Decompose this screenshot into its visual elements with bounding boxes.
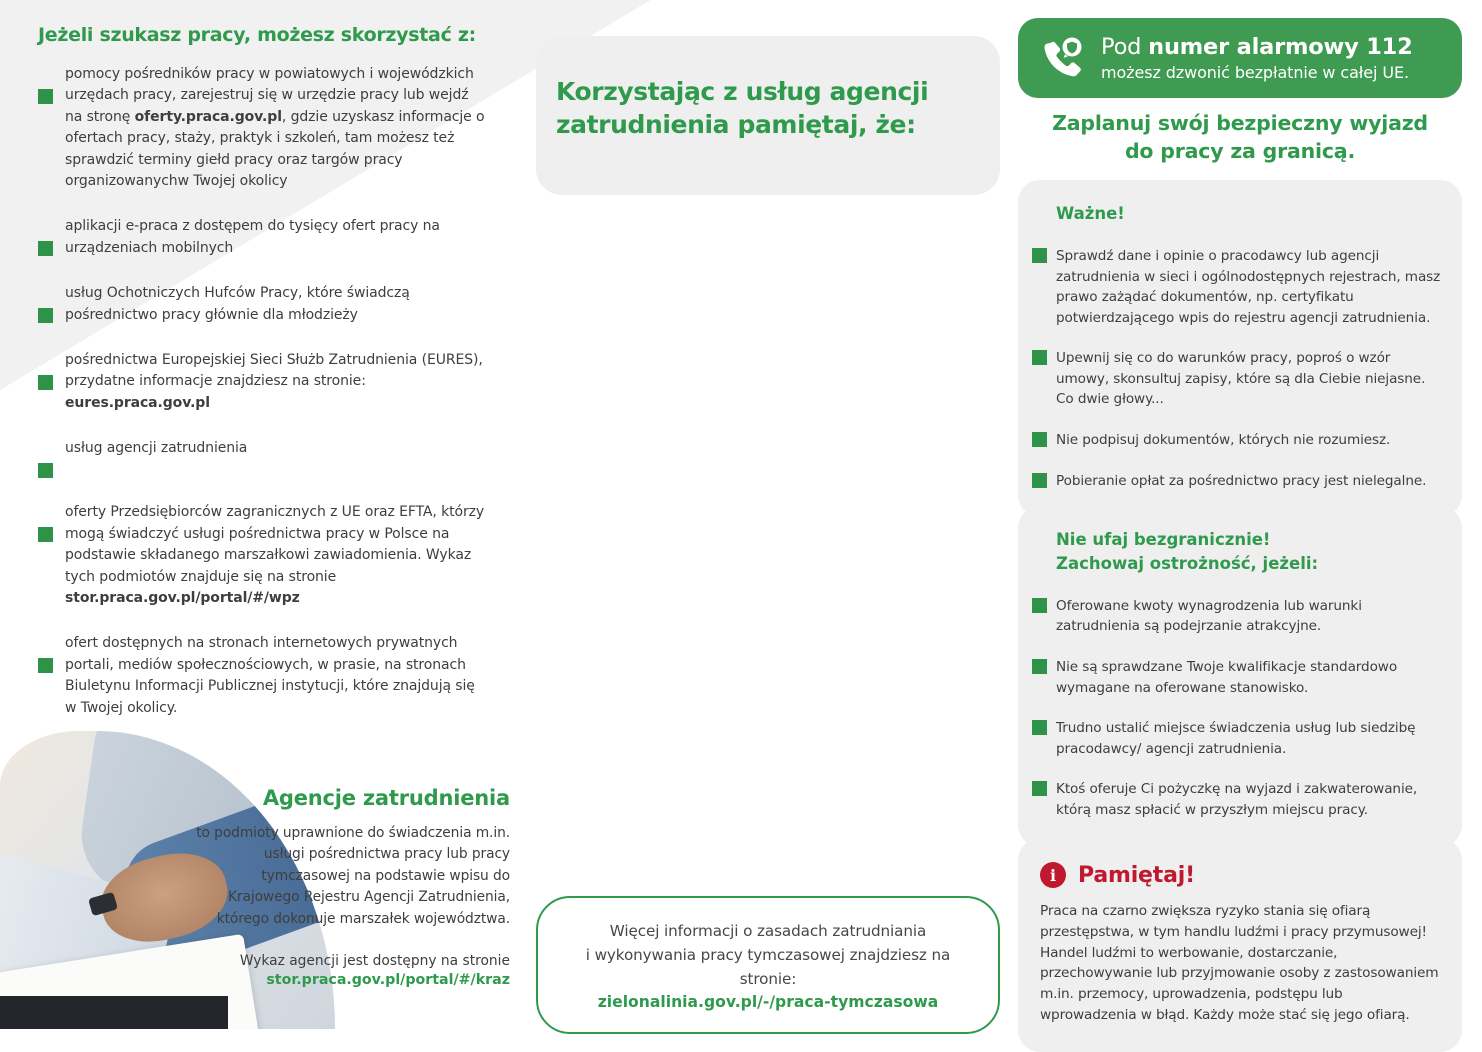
list-item: [38, 633, 490, 719]
list-item-text: Ktoś oferuje Ci pożyczkę na wyjazd i zakwaterowanie, którą masz spłacić w przyszłym miejscu pracy.: [1056, 781, 1418, 818]
list-item: [1032, 596, 1446, 637]
list-item-text: usług Ochotniczych Hufców Pracy, które świadczą pośrednictwo pracy głównie dla młodzieży: [65, 285, 410, 323]
kraz-link[interactable]: stor.praca.gov.pl/portal/#/kraz: [266, 972, 510, 989]
left-heading: Jeżeli szukasz pracy, możesz skorzystać z:: [38, 24, 476, 46]
list-item-text: Nie podpisuj dokumentów, których nie rozumiesz.: [1056, 432, 1391, 449]
list-item: [1032, 657, 1446, 698]
link-url[interactable]: stor.praca.gov.pl/portal/#/wpz: [65, 589, 300, 606]
link-url[interactable]: eures.praca.gov.pl: [65, 394, 210, 411]
list-item: [1032, 430, 1446, 451]
right-heading: Zaplanuj swój bezpieczny wyjazd do pracy za granicą.: [1052, 111, 1428, 163]
bullet-square-icon: [1032, 659, 1047, 674]
caution-list: [1032, 596, 1446, 821]
banner-line2: możesz dzwonić bezpłatnie w całej UE.: [1101, 63, 1409, 82]
info-icon: i: [1040, 862, 1066, 888]
bullet-square-icon: [38, 527, 53, 542]
agencies-body: to podmioty uprawnione do świadczenia m.in. usługi pośrednictwa pracy lub pracy tymczasowej na podstawie wpisu do Krajowego Rejestru Agencji Zatrudnienia, którego dokonuje marszałek województwa.: [196, 825, 510, 927]
list-item: [1032, 348, 1446, 410]
list-item: [1032, 779, 1446, 820]
list-item-text: ofert dostępnych na stronach internetowych prywatnych portali, mediów społecznościowych, w prasie, na stronach Biuletynu Informacji Publicznej instytucji, które znajdują się w Twojej okolicy.: [65, 635, 475, 716]
info-box-line1: Więcej informacji o zasadach zatrudniania: [609, 922, 927, 940]
bullet-square-icon: [1032, 720, 1047, 735]
agencies-note-line: Wykaz agencji jest dostępny na stronie: [239, 953, 510, 970]
list-item: [38, 216, 490, 259]
list-item-text: oferty Przedsiębiorców zagranicznych z UE oraz EFTA, którzy mogą świadczyć usługi pośrednictwa pracy w Polsce na podstawie składanego marszałkowi zawiadomienia. Wykaz tych podmiotów znajduje się na stronie stor.praca.gov.pl/portal/#/wpz: [65, 504, 485, 606]
list-item-text: Nie są sprawdzane Twoje kwalifikacje standardowo wymagane na oferowane stanowisko.: [1056, 659, 1398, 696]
phone-shield-icon: [1038, 34, 1086, 82]
list-item: [38, 64, 490, 192]
important-card: [1018, 180, 1462, 517]
list-item-text: usług agencji zatrudnienia: [65, 440, 248, 457]
bullet-square-icon: [1032, 781, 1047, 796]
remember-card: [1018, 838, 1462, 1052]
bullet-square-icon: [1032, 473, 1047, 488]
list-item: [38, 438, 490, 478]
list-item: [1032, 718, 1446, 759]
bullet-square-icon: [38, 463, 53, 478]
bullet-square-icon: [38, 89, 53, 104]
bullet-square-icon: [38, 241, 53, 256]
middle-heading: Korzystając z usług agencji zatrudnienia pamiętaj, że:: [556, 77, 929, 139]
banner-text: [1101, 34, 1413, 82]
left-bullet-list: [38, 64, 490, 743]
bullet-square-icon: [38, 375, 53, 390]
link-url[interactable]: oferty.praca.gov.pl: [134, 108, 282, 125]
list-item: [1032, 246, 1446, 328]
agencies-title: Agencje zatrudnienia: [262, 786, 510, 810]
list-item: [1032, 471, 1446, 492]
zielonalinia-link[interactable]: zielonalinia.gov.pl/-/praca-tymczasowa: [597, 993, 939, 1011]
remember-header: [1040, 862, 1440, 888]
important-title: Ważne!: [1056, 204, 1125, 223]
info-box: [536, 896, 1000, 1034]
list-item-text: Oferowane kwoty wynagrodzenia lub warunki zatrudnienia są podejrzanie atrakcyjne.: [1056, 597, 1362, 635]
middle-card: [536, 36, 1000, 195]
bullet-square-icon: [1032, 598, 1047, 613]
remember-title: Pamiętaj!: [1078, 862, 1195, 888]
list-item-text: Sprawdź dane i opinie o pracodawcy lub agencji zatrudnienia w sieci i ogólnodostępnych rejestrach, masz prawo zażądać dokumentów, np. certyfikatu potwierdzającego wpis do rejestru agencji zatrudnienia.: [1056, 247, 1441, 326]
caution-title: Nie ufaj bezgranicznie! Zachowaj ostrożność, jeżeli:: [1056, 530, 1319, 573]
list-item-text: aplikacji e-praca z dostępem do tysięcy ofert pracy na urządzeniach mobilnych: [65, 218, 440, 256]
photo-laptop-shape: [0, 996, 228, 1029]
agencies-note: [190, 786, 510, 988]
list-item-text: Trudno ustalić miejsce świadczenia usług lub siedzibę pracodawcy/ agencji zatrudnienia.: [1056, 720, 1416, 757]
bullet-square-icon: [38, 658, 53, 673]
list-item-text: Pobieranie opłat za pośrednictwo pracy jest nielegalne.: [1056, 472, 1427, 489]
list-item: [38, 350, 490, 414]
important-list: [1032, 246, 1446, 491]
list-item-text: pomocy pośredników pracy w powiatowych i wojewódzkich urzędach pracy, zarejestruj się w urzędzie pracy lub wejdź na stronę oferty.praca.gov.pl, gdzie uzyskasz informacje o ofertach pracy, staży, praktyk i szkoleń, tam możesz też sprawdzić terminy giełd pracy oraz targów pracy organizowanychw Twojej okolicy: [65, 66, 485, 190]
list-item-text: Upewnij się co do warunków pracy, poproś o wzór umowy, skonsultuj zapisy, które są dla Ciebie niejasne. Co dwie głowy...: [1056, 350, 1426, 408]
bullet-square-icon: [38, 308, 53, 323]
list-item: [38, 502, 490, 609]
banner-line1: Pod numer alarmowy 112: [1101, 34, 1413, 60]
bullet-square-icon: [1032, 248, 1047, 263]
list-item: [38, 283, 490, 326]
emergency-banner: [1018, 18, 1462, 98]
list-item-text: pośrednictwa Europejskiej Sieci Służb Zatrudnienia (EURES), przydatne informacje znajdziesz na stronie: eures.praca.gov.pl: [65, 352, 483, 411]
info-box-line2: i wykonywania pracy tymczasowej znajdziesz na stronie:: [585, 946, 951, 988]
remember-body: Praca na czarno zwiększa ryzyko stania się ofiarą przestępstwa, w tym handlu ludźmi i pracy przymusowej! Handel ludźmi to werbowanie, dostarczanie, przechowywanie lub przyjmowanie osoby z zastosowaniem m.in. przemocy, uprowadzenia, podstępu lub wprowadzenia w błąd. Każdy może stać się jego ofiarą.: [1040, 903, 1439, 1023]
bullet-square-icon: [1032, 432, 1047, 447]
bullet-square-icon: [1032, 350, 1047, 365]
caution-card: [1018, 506, 1462, 847]
